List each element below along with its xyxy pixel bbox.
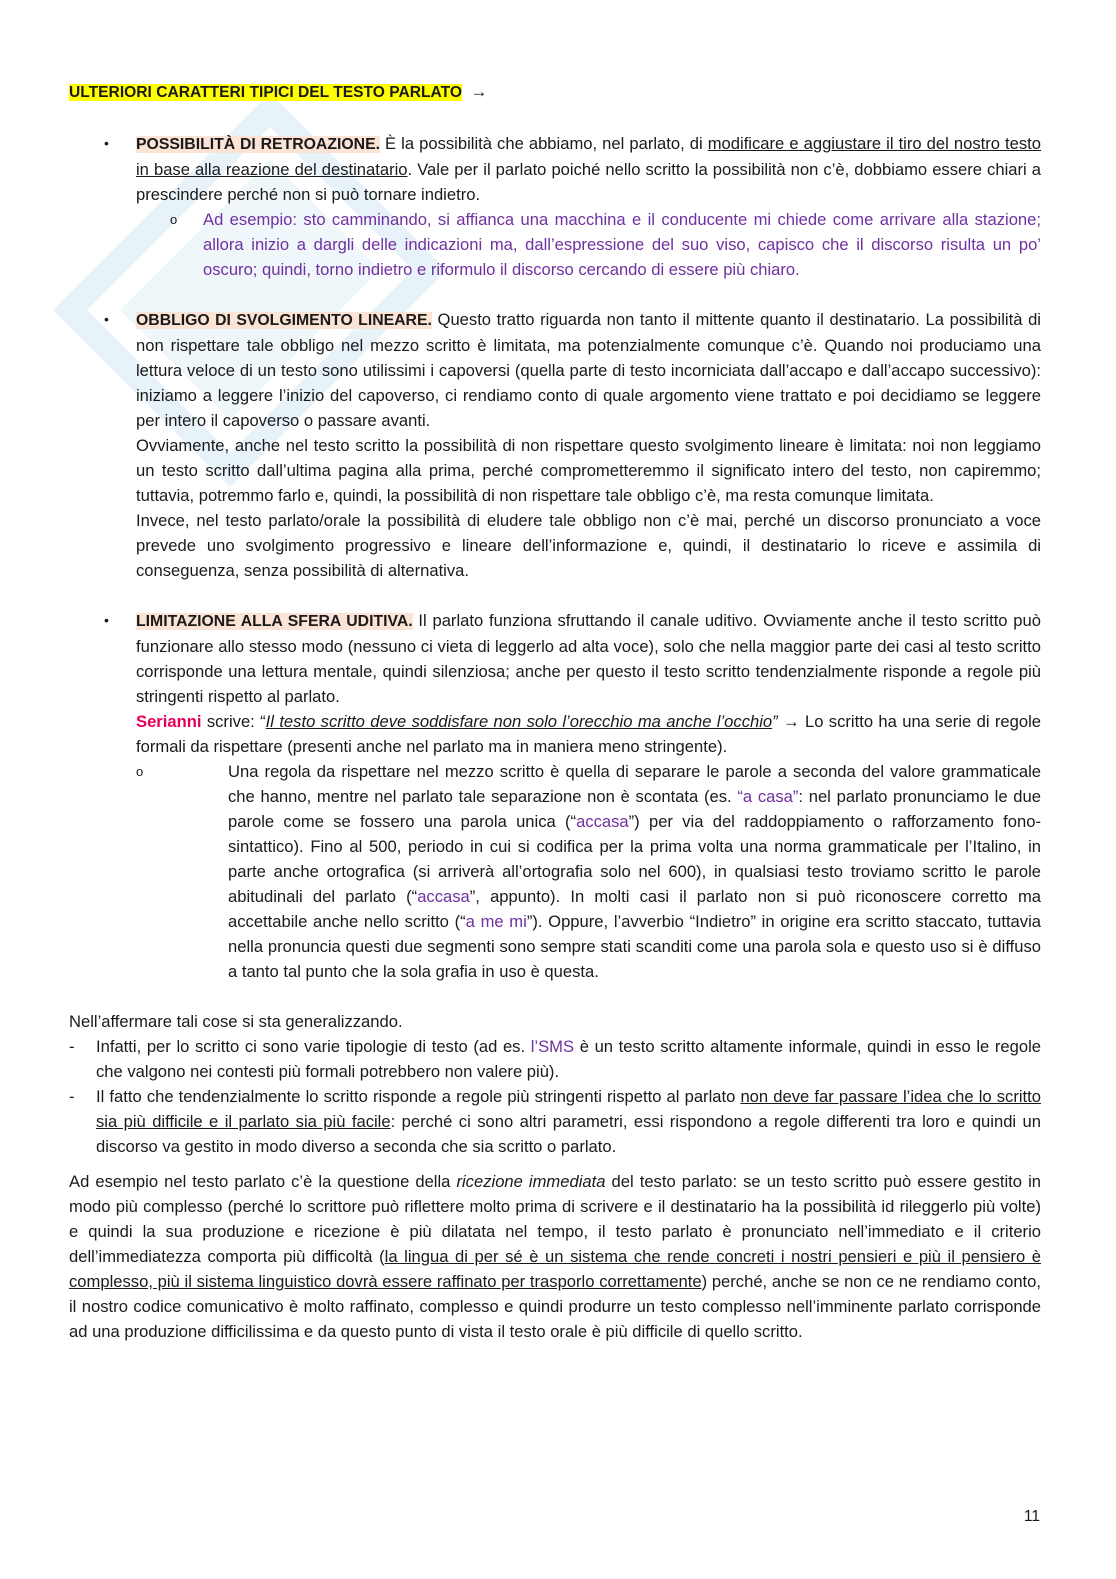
document-body [69,79,1041,1344]
text-run: ) perché, anche se non ce ne rendiamo conto, il nostro codice comunicativo è molto raffinato, complesso e quindi produrre un testo complesso nell’imminente parlato corrisponde ad una produzione difficilissima e da questo punto di vista il testo orale è più difficile di quello scritto. [69,1272,1041,1341]
text-run: è un testo scritto altamente informale, quindi in esso le regole che valgono nei contesti più formali potrebbero non valere più). [96,1037,1042,1081]
section-heading: ULTERIORI CARATTERI TIPICI DEL TESTO PARLATO [69,84,463,101]
example-word: accasa [417,887,470,906]
dash-icon: - [69,1087,75,1106]
text-run: Il fatto che tendenzialmente lo scritto risponde a regole più stringenti rispetto al parlato [96,1087,741,1106]
general-statement: Nell’affermare tali cose si sta generalizzando. [69,1012,403,1031]
bullet-paragraph: Ovviamente, anche nel testo scritto la possibilità di non rispettare questo svolgimento lineare è limitata: noi non leggiamo un testo scritto dall’ultima pagina alla prima, perché comprometteremmo il significato intero del testo, non capiremmo; tuttavia, potremmo farlo e, quindi, la possibilità di non rispettare tale obbligo c’è, ma resta comunque limitata. [136,436,1041,505]
underlined-text: modificare e aggiustare il tiro del nostro testo in base alla reazione del destinatario [136,134,1042,179]
dash-icon: - [69,1037,75,1056]
example-word: l’SMS [530,1037,575,1056]
section-heading-line [69,79,1041,105]
text-run: Lo scritto ha una serie di regole formali da rispettare (presenti anche nel parlato ma in maniera meno stringente). [136,712,1041,756]
bullet-icon: • [104,612,109,628]
right-arrow-icon: → [783,712,800,731]
text-run: Questo tratto riguarda non tanto il mittente quanto il destinatario. La possibilità di non rispettare tale obbligo nel mezzo scritto è limitata, ma potenzialmente comunque c’è. Quando noi produciamo una lettura veloce di un testo sono utilissimi i capoversi (quella parte di testo incorniciata dall’accapo e dall’accapo successivo): iniziamo a leggere l’inizio del capoverso, ci rendiamo conto di quale argomento viene trattato e poi decidiamo se leggere per intero il capoverso o passare avanti. [136,310,1041,430]
right-arrow-icon: → [470,82,488,101]
underlined-text: la lingua di per sé è un sistema che rende concreti i nostri pensieri e più il pensiero è complesso, più il sistema linguistico dovrà essere raffinato per trasporlo correttamente [69,1247,1041,1291]
dash-item-1 [69,1034,1041,1084]
text-run: Infatti, per lo scritto ci sono varie tipologie di testo (ad es. [96,1037,531,1056]
text-run: . Vale per il parlato poiché nello scritto la possibilità non c’è, dobbiamo essere chiari a prescindere perché non si può tornare indietro. [136,160,1041,204]
text-run: del testo parlato: se un testo scritto può essere gestito in modo più complesso (perché lo scrittore può riflettere molto prima di scrivere e il destinatario ha la possibilità id rileggerlo più volte) e quindi la sua produzione e ricezione è più dilatata nel tempo, il testo parlato è pronunciato nell’immediato e il criterio dell’immediatezza comporta più difficoltà ( [69,1172,1041,1266]
quote-text: Il testo scritto deve soddisfare non solo l’orecchio ma anche l’occhio [265,712,773,731]
final-paragraph [69,1169,1041,1344]
example-word: a me mi [465,912,527,931]
italic-text: ricezione immediata [456,1172,606,1191]
bullet-icon: • [104,311,109,327]
example-word: accasa [576,812,629,831]
bullet-paragraph-quote [136,709,1041,759]
text-run: Una regola da rispettare nel mezzo scritto è quella di separare le parole a seconda del valore grammaticale che hanno, mentre nel parlato tale separazione non è scontata (es. [228,762,1041,806]
text-run: Ad esempio nel testo parlato c’è la questione della [69,1172,457,1191]
circle-bullet-icon: o [136,764,144,779]
text-run: : nel parlato pronunciamo le due parole come se fossero una parola unica (“ [228,787,1041,831]
underlined-text: non deve far passare l’idea che lo scritto sia più difficile e il parlato sia più facile [96,1087,1041,1131]
bullet-sfera-uditiva [69,608,1041,984]
author-name: Serianni [136,712,202,731]
bullet-title: POSSIBILITÀ DI RETROAZIONE. [136,136,380,153]
bullet-retroazione [69,131,1041,282]
bullet-paragraph: Invece, nel testo parlato/orale la possibilità di eludere tale obbligo non c’è mai, perché un discorso pronunciato a voce prevede uno svolgimento progressivo e lineare dell’informazione e, quindi, il destinatario lo riceve e assimila di conseguenza, senza possibilità di alternativa. [136,511,1041,580]
text-run: scrive: “ [201,712,266,731]
text-run: ”). Oppure, l’avverbio “Indietro” in origine era scritto staccato, tuttavia nella pronuncia questi due segmenti sono sempre stati scanditi come una parola sola e questo uso si è diffuso a tanto tal punto che la sola grafia in uso è questa. [228,912,1041,981]
text-run: È la possibilità che abbiamo, nel parlato, di [380,134,708,153]
text-run: ”, appunto). In molti casi il parlato non si può riconoscere corretto ma accettabile anche nello scritto (“ [228,887,1041,931]
text-run: ”) per via del raddoppiamento o rafforzamento fono-sintattico). Fino al 500, periodo in cui si codifica per la prima volta una norma grammaticale per l’Italino, in parte anche ortografica (si arriverà all’ortografia solo nel 600), in qualsiasi testo troviamo scritto le parole abitudinali del parlato (“ [228,812,1041,906]
bullet-title: OBBLIGO DI SVOLGIMENTO LINEARE. [136,312,432,329]
sub-paragraph [228,759,1041,984]
bullet-title: LIMITAZIONE ALLA SFERA UDITIVA. [136,613,413,630]
bullet-icon: • [104,135,109,151]
bullet-svolgimento-lineare [69,307,1041,583]
bullet-paragraph [136,608,1041,709]
sub-item-example [69,207,1041,282]
page-number: 11 [1023,1508,1040,1525]
text-run: : perché ci sono altri parametri, essi rispondono a regole differenti tra loro e quindi un discorso va gestito in modo diverso a seconda che sia scritto o parlato. [96,1112,1042,1156]
example-word: “a casa” [737,787,799,806]
example-text: Ad esempio: sto camminando, si affianca una macchina e il conducente mi chiede come arrivare alla stazione; allora inizio a dargli delle indicazioni ma, dall’espressione del suo viso, capisco che il discorso risulta un po’ oscuro; quindi, torno indietro e riformulo il discorso cercando di essere più chiaro. [203,210,1041,279]
bullet-paragraph [136,131,1041,207]
dash-item-2 [69,1084,1041,1159]
dash-paragraph [96,1034,1041,1084]
dash-paragraph [96,1084,1041,1159]
circle-bullet-icon: o [170,212,178,227]
text-run: Il parlato funziona sfruttando il canale uditivo. Ovviamente anche il testo scritto può funzionare allo stesso modo (nessuno ci vieta di leggerlo ad alta voce), solo che nella maggior parte dei casi al testo scritto corrisponde una lettura mentale, quindi silenziosa; anche per questo il testo scritto tendenzialmente risponde a regole più stringenti rispetto al parlato. [136,611,1041,706]
text-run: ” [772,712,784,731]
bullet-paragraph [136,307,1041,433]
sub-item-rule [136,759,1041,984]
